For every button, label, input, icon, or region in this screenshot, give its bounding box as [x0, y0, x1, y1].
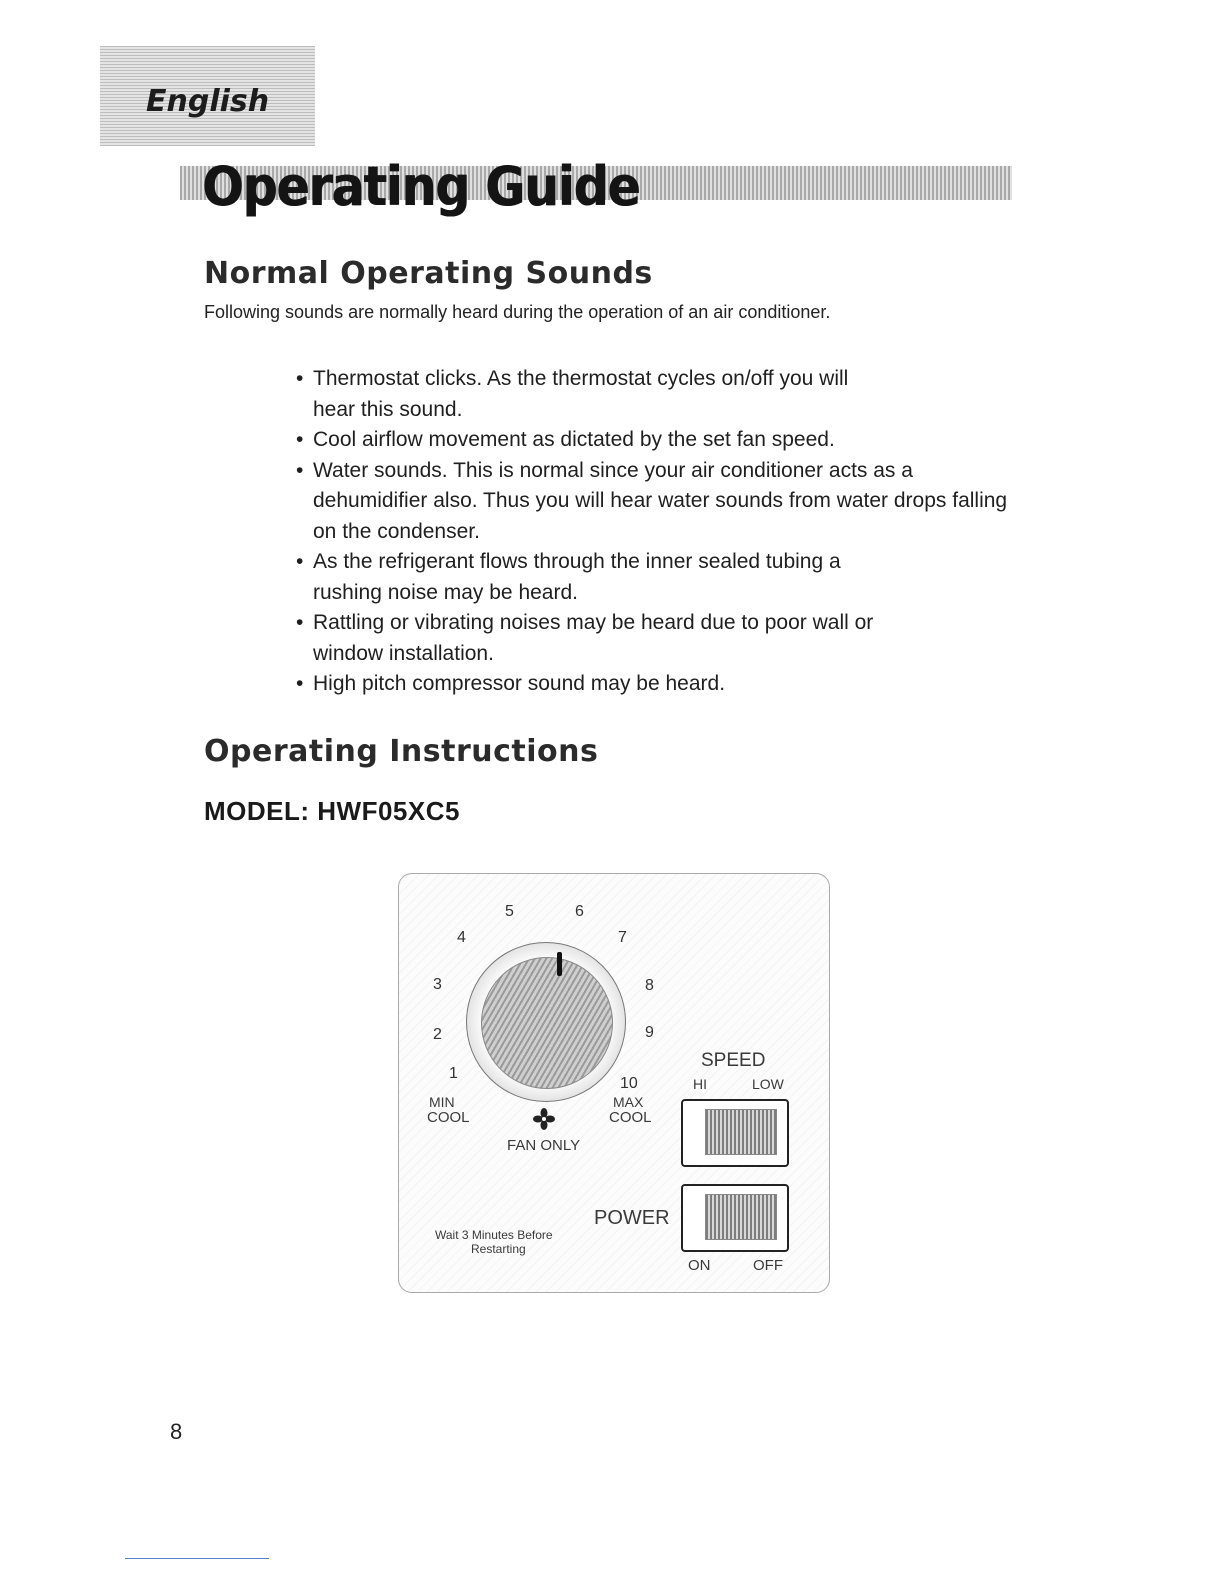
list-item: • Rattling or vibrating noises may be heard due to poor wall or window installation.	[296, 608, 913, 669]
power-off-label: OFF	[753, 1257, 783, 1274]
footer-rule	[125, 1558, 269, 1559]
sounds-heading: Normal Operating Sounds	[204, 256, 653, 291]
knob-pointer	[557, 952, 562, 976]
knob-grip	[481, 957, 613, 1089]
power-switch[interactable]	[681, 1184, 789, 1252]
max-cool-label: COOL	[609, 1109, 652, 1126]
wait-note-line1: Wait 3 Minutes Before	[435, 1228, 553, 1242]
speed-low-label: LOW	[752, 1076, 784, 1092]
power-label: POWER	[594, 1207, 670, 1229]
power-switch-slider[interactable]	[705, 1194, 777, 1240]
sounds-intro: Following sounds are normally heard during the operation of an air conditioner.	[204, 302, 831, 322]
fan-only-label: FAN ONLY	[507, 1137, 581, 1154]
fan-icon	[533, 1108, 555, 1130]
dial-number-1: 1	[449, 1065, 458, 1082]
dial-number-6: 6	[575, 903, 584, 920]
dial-number-10: 10	[620, 1075, 638, 1092]
list-item: • Cool airflow movement as dictated by the set fan speed.	[296, 425, 1016, 456]
model-number: MODEL: HWF05XC5	[204, 796, 460, 826]
list-item: • Water sounds. This is normal since your air conditioner acts as a dehumidifier also. Thus you will hear water sounds from water drops falling on the condenser.	[296, 456, 1013, 548]
dial-number-4: 4	[457, 929, 466, 946]
language-label: English	[146, 84, 270, 119]
instructions-heading: Operating Instructions	[204, 734, 599, 769]
wait-note-line2: Restarting	[471, 1242, 526, 1256]
list-item: • As the refrigerant flows through the inner sealed tubing a rushing noise may be heard.	[296, 547, 893, 608]
dial-number-3: 3	[433, 976, 442, 993]
power-on-label: ON	[688, 1257, 711, 1274]
speed-switch-slider[interactable]	[705, 1109, 777, 1155]
sounds-list	[296, 364, 1016, 700]
dial-number-7: 7	[618, 929, 627, 946]
control-panel	[398, 873, 830, 1293]
list-item: • High pitch compressor sound may be heard.	[296, 669, 1016, 700]
dial-number-8: 8	[645, 977, 654, 994]
language-tab	[100, 46, 315, 146]
speed-hi-label: HI	[693, 1076, 707, 1092]
min-cool-label: COOL	[427, 1109, 470, 1126]
min-label: MIN	[429, 1094, 455, 1110]
dial-number-2: 2	[433, 1026, 442, 1043]
max-label: MAX	[613, 1094, 644, 1110]
page-number: 8	[170, 1419, 183, 1444]
dial-number-9: 9	[645, 1024, 654, 1041]
list-item: • Thermostat clicks. As the thermostat cycles on/off you will hear this sound.	[296, 364, 893, 425]
thermostat-knob[interactable]	[466, 942, 626, 1102]
speed-label: SPEED	[701, 1050, 766, 1071]
speed-switch[interactable]	[681, 1099, 789, 1167]
page-title: Operating Guide	[202, 155, 640, 218]
dial-number-5: 5	[505, 903, 514, 920]
